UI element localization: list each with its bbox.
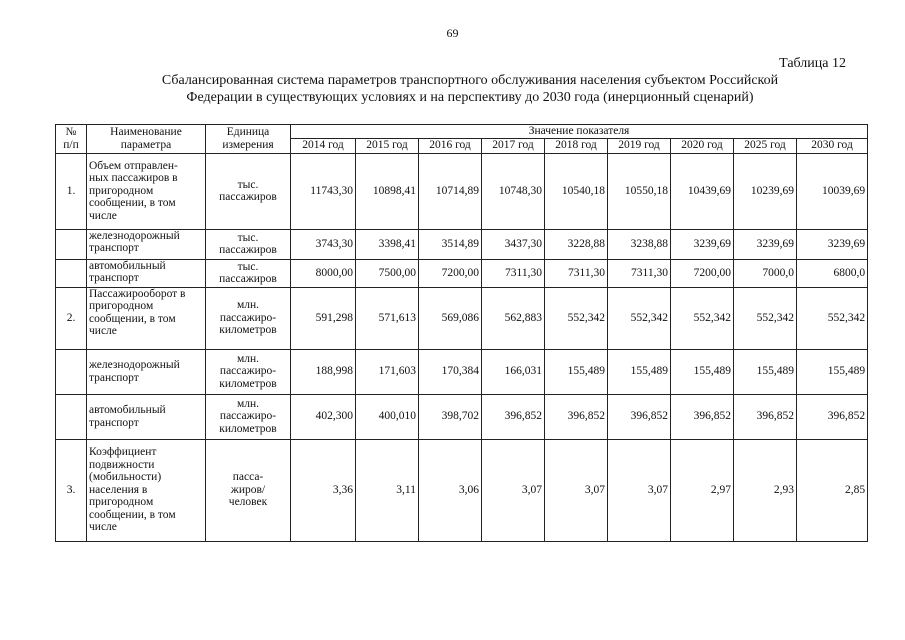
value-cell: 396,852 bbox=[608, 394, 671, 439]
value-cell: 2,85 bbox=[797, 439, 868, 541]
value-cell: 3,36 bbox=[291, 439, 356, 541]
row-number bbox=[56, 229, 87, 259]
unit-line: тыс. bbox=[237, 178, 259, 191]
table-row bbox=[56, 394, 868, 439]
parameter-name-line: транспорт bbox=[89, 272, 139, 284]
parameter-name-line: населения в bbox=[89, 483, 148, 496]
value-cell: 7200,00 bbox=[419, 259, 482, 287]
header-text: измерения bbox=[222, 138, 274, 151]
value-cell: 188,998 bbox=[291, 349, 356, 394]
parameter-name-line: числе bbox=[89, 209, 117, 222]
value-cell: 7311,30 bbox=[545, 259, 608, 287]
row-number bbox=[56, 394, 87, 439]
header-text: № bbox=[65, 126, 77, 139]
parameter-name-line: числе bbox=[89, 521, 117, 534]
value-cell: 10239,69 bbox=[734, 153, 797, 229]
parameter-name bbox=[87, 439, 206, 541]
row-number bbox=[56, 349, 87, 394]
document-title bbox=[120, 72, 820, 106]
parameter-name bbox=[87, 287, 206, 349]
parameter-name-line: железнодорожный bbox=[89, 359, 180, 371]
unit-of-measure bbox=[206, 349, 291, 394]
value-cell: 155,489 bbox=[545, 349, 608, 394]
unit-line: млн. bbox=[236, 397, 260, 410]
value-cell: 7000,0 bbox=[734, 259, 797, 287]
parameter-name-line: сообщении, в том bbox=[89, 312, 176, 325]
value-cell: 8000,00 bbox=[291, 259, 356, 287]
value-cell: 3239,69 bbox=[734, 229, 797, 259]
value-cell: 396,852 bbox=[545, 394, 608, 439]
value-cell: 155,489 bbox=[671, 349, 734, 394]
title-line: Сбалансированная система параметров транспортного обслуживания населения субъектом Российской bbox=[161, 73, 779, 88]
table-row bbox=[56, 229, 868, 259]
value-cell: 7500,00 bbox=[356, 259, 419, 287]
value-cell: 552,342 bbox=[797, 287, 868, 349]
parameter-name-line: автомобильный bbox=[89, 259, 166, 272]
col-header-number bbox=[56, 125, 87, 154]
parameter-name bbox=[87, 259, 206, 287]
col-header-name bbox=[87, 125, 206, 154]
unit-line: километров bbox=[219, 422, 277, 435]
row-number: 3. bbox=[56, 439, 87, 541]
value-cell: 3228,88 bbox=[545, 229, 608, 259]
value-cell: 571,613 bbox=[356, 287, 419, 349]
value-cell: 3437,30 bbox=[482, 229, 545, 259]
value-cell: 170,384 bbox=[419, 349, 482, 394]
value-cell: 569,086 bbox=[419, 287, 482, 349]
value-cell: 166,031 bbox=[482, 349, 545, 394]
value-cell: 396,852 bbox=[797, 394, 868, 439]
value-cell: 10550,18 bbox=[608, 153, 671, 229]
unit-of-measure bbox=[206, 394, 291, 439]
col-header-unit bbox=[206, 125, 291, 154]
year-header: 2017 год bbox=[482, 138, 545, 153]
value-cell: 552,342 bbox=[734, 287, 797, 349]
unit-of-measure bbox=[206, 153, 291, 229]
header-text: п/п bbox=[63, 138, 79, 151]
year-header: 2020 год bbox=[671, 138, 734, 153]
parameter-name-line: числе bbox=[89, 325, 117, 337]
value-cell: 3239,69 bbox=[797, 229, 868, 259]
unit-of-measure bbox=[206, 229, 291, 259]
value-cell: 3,07 bbox=[608, 439, 671, 541]
value-cell: 3,06 bbox=[419, 439, 482, 541]
parameter-name-line: сообщении, в том bbox=[89, 508, 176, 521]
value-cell: 10748,30 bbox=[482, 153, 545, 229]
parameter-name-line: Пассажирооборот в bbox=[89, 287, 186, 300]
table-row bbox=[56, 287, 868, 349]
col-header-values: Значение показателя bbox=[291, 125, 868, 139]
header-row bbox=[56, 125, 868, 139]
value-cell: 552,342 bbox=[608, 287, 671, 349]
value-cell: 552,342 bbox=[545, 287, 608, 349]
unit-line: пассажиро- bbox=[219, 311, 277, 324]
value-cell: 3239,69 bbox=[671, 229, 734, 259]
unit-line: пассажиров bbox=[219, 273, 277, 285]
parameter-name-line: пригородном bbox=[89, 496, 154, 509]
value-cell: 2,93 bbox=[734, 439, 797, 541]
parameter-name-line: подвижности bbox=[89, 458, 155, 471]
value-cell: 155,489 bbox=[734, 349, 797, 394]
parameter-name-line: железнодорожный bbox=[89, 229, 180, 242]
parameter-name bbox=[87, 229, 206, 259]
unit-line: пасса- bbox=[232, 471, 264, 484]
value-cell: 591,298 bbox=[291, 287, 356, 349]
parameter-name-line: Коэффициент bbox=[89, 446, 157, 459]
page-number: 69 bbox=[446, 26, 459, 40]
unit-line: пассажиро- bbox=[219, 410, 277, 423]
parameter-name-line: (мобильности) bbox=[89, 471, 162, 484]
header-text: параметра bbox=[120, 138, 172, 151]
value-cell: 3743,30 bbox=[291, 229, 356, 259]
value-cell: 11743,30 bbox=[291, 153, 356, 229]
value-cell: 402,300 bbox=[291, 394, 356, 439]
unit-line: километров bbox=[219, 324, 277, 337]
unit-line: пассажиро- bbox=[219, 365, 277, 378]
value-cell: 10898,41 bbox=[356, 153, 419, 229]
unit-line: тыс. bbox=[237, 260, 259, 273]
value-cell: 10540,18 bbox=[545, 153, 608, 229]
parameter-name-line: автомобильный bbox=[89, 404, 166, 416]
value-cell: 171,603 bbox=[356, 349, 419, 394]
value-cell: 155,489 bbox=[608, 349, 671, 394]
year-header: 2025 год bbox=[734, 138, 797, 153]
value-cell: 10439,69 bbox=[671, 153, 734, 229]
unit-line: тыс. bbox=[237, 231, 259, 244]
value-cell: 3,07 bbox=[482, 439, 545, 541]
parameter-name-line: ных пассажиров в bbox=[89, 172, 178, 185]
unit-of-measure bbox=[206, 259, 291, 287]
value-cell: 7311,30 bbox=[482, 259, 545, 287]
header-text: Наименование bbox=[110, 126, 182, 139]
value-cell: 552,342 bbox=[671, 287, 734, 349]
year-header: 2016 год bbox=[419, 138, 482, 153]
title-line: Федерации в существующих условиях и на перспективу до 2030 года (инерционный сценарий) bbox=[186, 90, 754, 105]
table-row bbox=[56, 153, 868, 229]
year-header: 2018 год bbox=[545, 138, 608, 153]
value-cell: 3514,89 bbox=[419, 229, 482, 259]
parameters-table bbox=[55, 124, 868, 542]
value-cell: 155,489 bbox=[797, 349, 868, 394]
value-cell: 7311,30 bbox=[608, 259, 671, 287]
parameter-name-line: сообщении, в том bbox=[89, 197, 176, 210]
value-cell: 396,852 bbox=[482, 394, 545, 439]
parameter-name-line: Объем отправлен- bbox=[89, 159, 178, 172]
row-number bbox=[56, 259, 87, 287]
unit-line: млн. bbox=[236, 352, 260, 365]
value-cell: 3398,41 bbox=[356, 229, 419, 259]
value-cell: 396,852 bbox=[671, 394, 734, 439]
year-header: 2014 год bbox=[291, 138, 356, 153]
parameter-name bbox=[87, 349, 206, 394]
value-cell: 2,97 bbox=[671, 439, 734, 541]
parameter-name bbox=[87, 153, 206, 229]
unit-of-measure bbox=[206, 287, 291, 349]
year-header: 2015 год bbox=[356, 138, 419, 153]
row-number: 1. bbox=[56, 153, 87, 229]
table-label: Таблица 12 bbox=[779, 56, 846, 71]
value-cell: 3,11 bbox=[356, 439, 419, 541]
parameter-name-line: пригородном bbox=[89, 184, 154, 197]
parameter-name bbox=[87, 394, 206, 439]
value-cell: 6800,0 bbox=[797, 259, 868, 287]
value-cell: 398,702 bbox=[419, 394, 482, 439]
value-cell: 10039,69 bbox=[797, 153, 868, 229]
year-header: 2019 год bbox=[608, 138, 671, 153]
table-row bbox=[56, 439, 868, 541]
parameter-name-line: пригородном bbox=[89, 300, 154, 312]
unit-line: километров bbox=[219, 377, 277, 390]
value-cell: 562,883 bbox=[482, 287, 545, 349]
table-body bbox=[56, 153, 868, 541]
unit-line: жиров/ bbox=[230, 483, 266, 496]
value-cell: 3,07 bbox=[545, 439, 608, 541]
parameter-name-line: транспорт bbox=[89, 242, 139, 254]
unit-of-measure bbox=[206, 439, 291, 541]
table-row bbox=[56, 349, 868, 394]
value-cell: 400,010 bbox=[356, 394, 419, 439]
unit-line: человек bbox=[228, 496, 268, 509]
value-cell: 10714,89 bbox=[419, 153, 482, 229]
value-cell: 3238,88 bbox=[608, 229, 671, 259]
parameter-name-line: транспорт bbox=[89, 371, 139, 384]
table-row bbox=[56, 259, 868, 287]
value-cell: 396,852 bbox=[734, 394, 797, 439]
year-header: 2030 год bbox=[797, 138, 868, 153]
parameter-name-line: транспорт bbox=[89, 416, 139, 429]
unit-line: пассажиров bbox=[219, 244, 277, 256]
unit-line: млн. bbox=[236, 299, 260, 312]
unit-line: пассажиров bbox=[219, 191, 277, 203]
header-text: Единица bbox=[226, 126, 270, 139]
value-cell: 7200,00 bbox=[671, 259, 734, 287]
row-number: 2. bbox=[56, 287, 87, 349]
